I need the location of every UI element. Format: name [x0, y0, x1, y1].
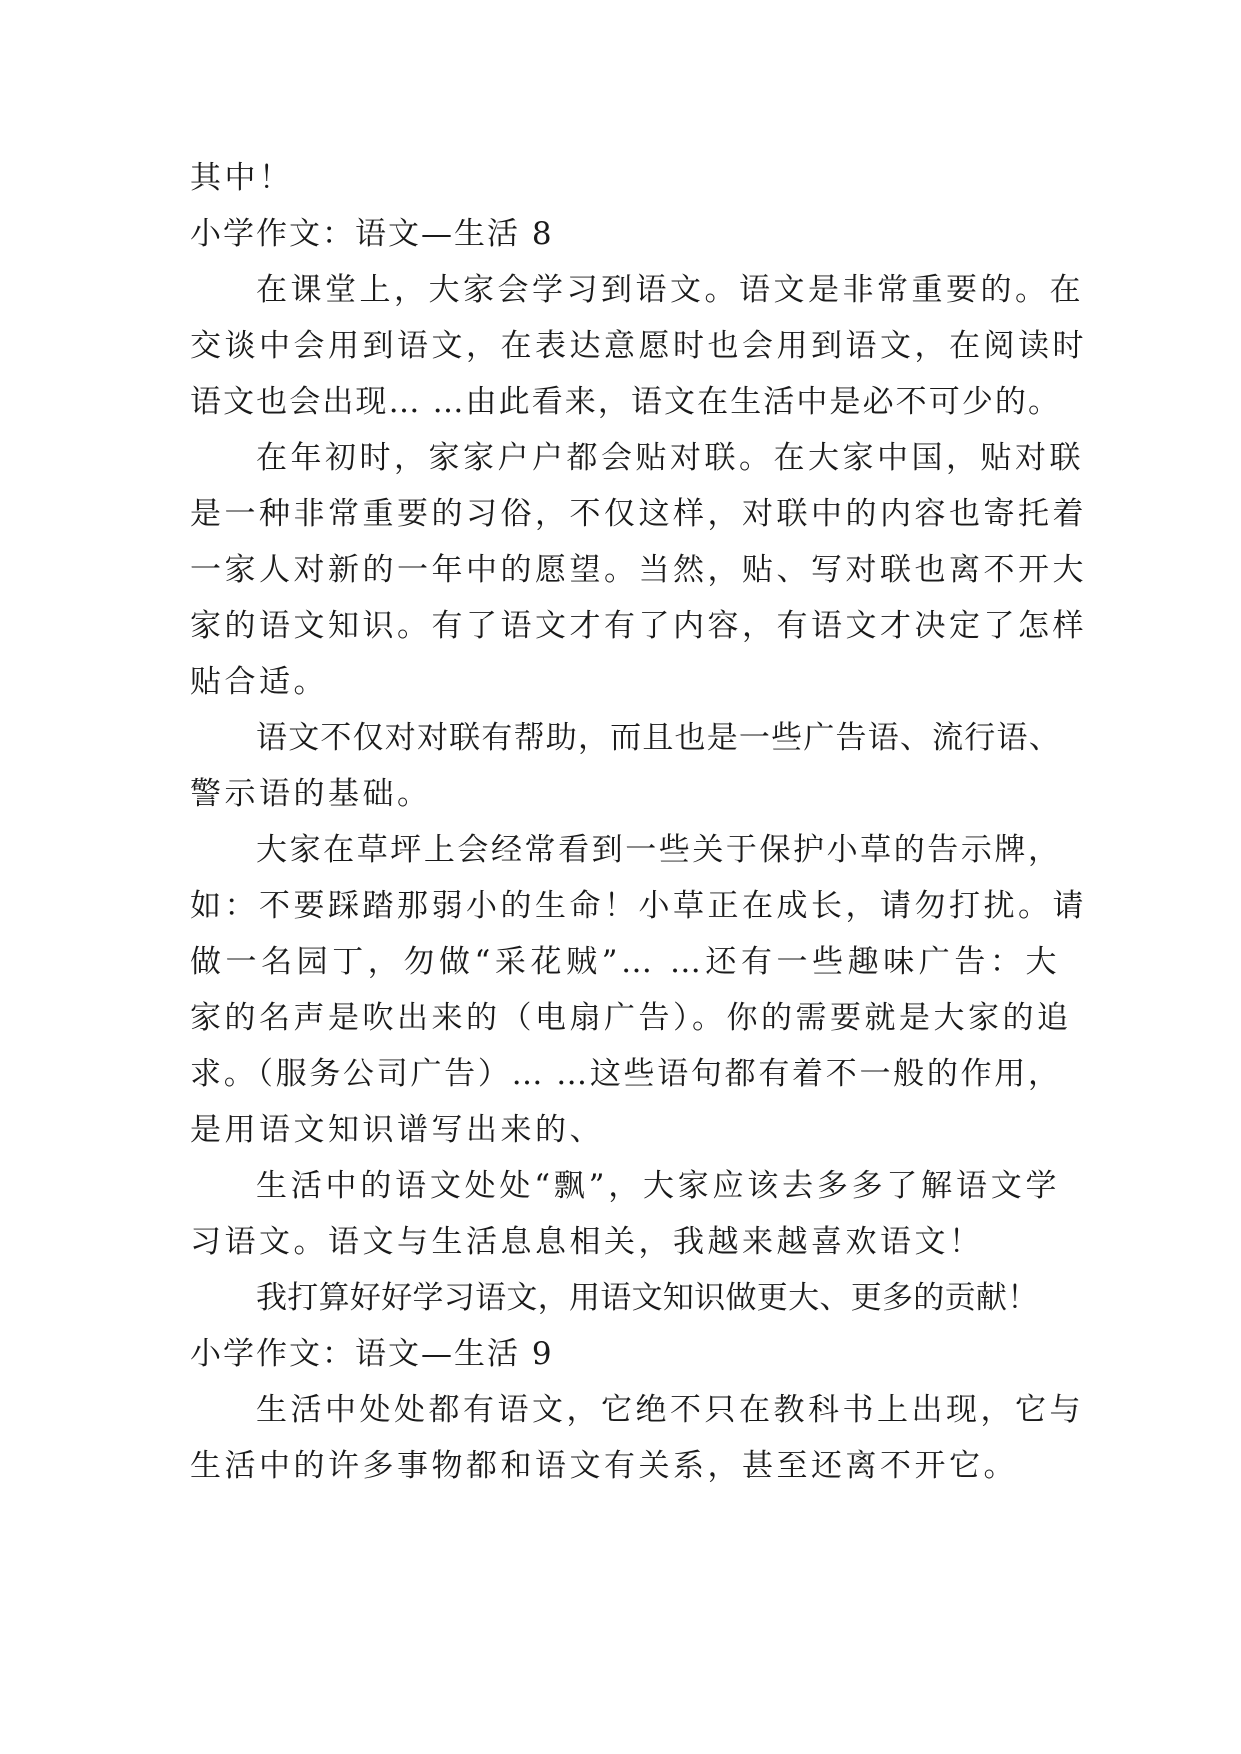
text-line: 在课堂上，大家会学习到语文。语文是非常重要的。在 [256, 272, 1084, 308]
text-line: 交谈中会用到语文，在表达意愿时也会用到语文，在阅读时 [190, 328, 1087, 364]
text-line: 生活中的语文处处“飘”，大家应该去多多了解语文学 [256, 1168, 1060, 1204]
text-line: 在年初时，家家户户都会贴对联。在大家中国，贴对联 [256, 440, 1084, 476]
text-line: 是一种非常重要的习俗，不仅这样，对联中的内容也寄托着 [190, 496, 1087, 532]
document-page [190, 150, 1087, 1494]
text-line: 习语文。语文与生活息息相关，我越来越喜欢语文！ [190, 1224, 984, 1260]
text-line: 语文也会出现… …由此看来，语文在生活中是必不可少的。 [190, 384, 1060, 420]
text-line: 家的名声是吹出来的（电扇广告）。你的需要就是大家的追 [190, 1000, 1072, 1036]
text-line: 求。（服务公司广告）… …这些语句都有着不一般的作用， [190, 1056, 1060, 1092]
section-heading: 小学作文：语文—生活 8 [190, 216, 554, 252]
text-line: 生活中处处都有语文，它绝不只在教科书上出现，它与 [256, 1392, 1084, 1428]
text-line: 其中！ [190, 160, 294, 196]
text-line: 一家人对新的一年中的愿望。当然，贴、写对联也离不开大 [190, 552, 1087, 588]
text-line: 如：不要踩踏那弱小的生命！小草正在成长，请勿打扰。请 [190, 888, 1087, 924]
text-line: 语文不仅对对联有帮助，而且也是一些广告语、流行语、 [256, 720, 1060, 756]
text-line: 家的语文知识。有了语文才有了内容，有语文才决定了怎样 [190, 608, 1087, 644]
text-line: 我打算好好学习语文，用语文知识做更大、更多的贡献！ [256, 1280, 1039, 1316]
text-line: 贴合适。 [190, 664, 328, 700]
text-line: 做一名园丁，勿做“采花贼”… …还有一些趣味广告：大 [190, 944, 1060, 980]
text-line: 是用语文知识谱写出来的、 [190, 1112, 604, 1148]
text-line: 警示语的基础。 [190, 776, 432, 812]
section-heading: 小学作文：语文—生活 9 [190, 1336, 554, 1372]
text-line: 大家在草坪上会经常看到一些关于保护小草的告示牌， [256, 832, 1060, 868]
text-line: 生活中的许多事物都和语文有关系，甚至还离不开它。 [190, 1448, 1018, 1484]
